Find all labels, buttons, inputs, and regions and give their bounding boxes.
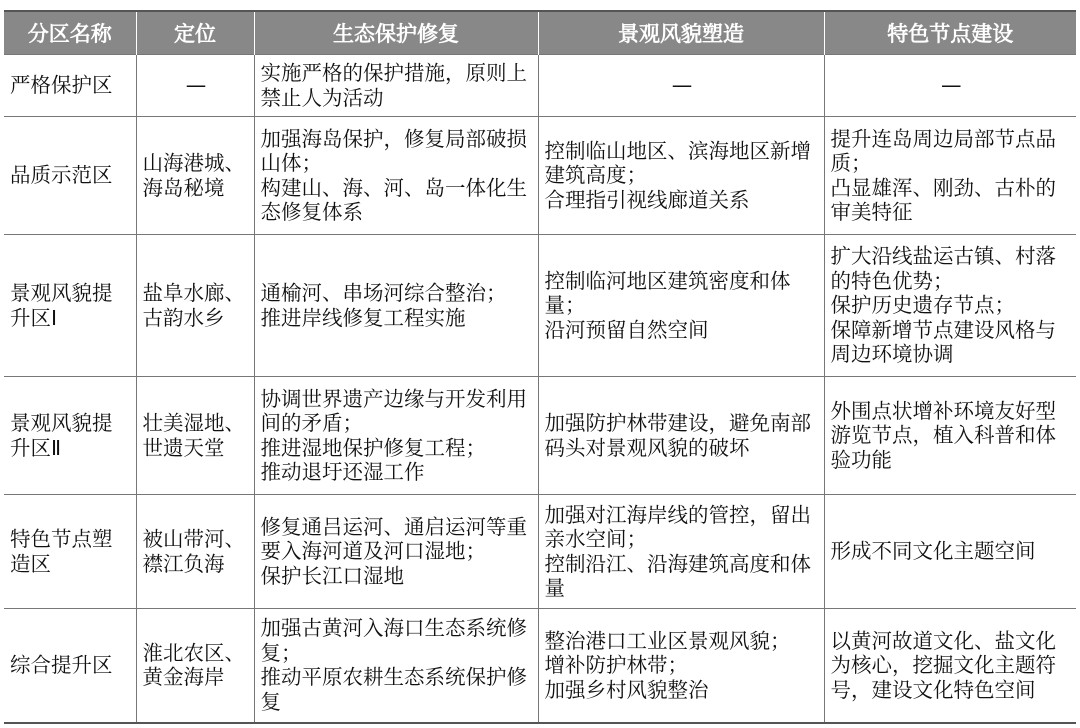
position-cell: 山海港城、海岛秘境 [136, 117, 254, 235]
cell-line: 加强古黄河入海口生态系统修复； [260, 616, 527, 665]
ecology-cell [254, 609, 538, 723]
ecology-cell [254, 117, 538, 235]
cell-line: 推动平原农耕生态系统保护修复 [260, 665, 527, 714]
cell-line: 通榆河、串场河综合整治； [260, 281, 507, 305]
position-cell: 被山带河、襟江负海 [136, 495, 254, 609]
zone-name-cell: 品质示范区 [4, 117, 136, 235]
cell-line: 整治港口工业区景观风貌； [544, 628, 791, 653]
cell-line: 控制沿江、沿海建筑高度和体量 [544, 551, 811, 600]
cell-line: 加强乡村风貌整治 [544, 677, 709, 702]
cell-line: 实施严格的保护措施，原则上禁止人为活动 [260, 61, 527, 110]
table-body [4, 55, 1076, 723]
cell-line: 保护历史遗存节点； [830, 293, 1015, 318]
zoning-table [4, 10, 1076, 724]
landscape-cell [538, 55, 824, 117]
cell-line: 提升连岛周边局部节点品质； [830, 126, 1056, 175]
cell-line: 推进湿地保护修复工程； [260, 435, 486, 460]
cell-line: 沿河预留自然空间 [544, 317, 709, 342]
table-header [4, 11, 1076, 55]
cell-line: 凸显雄浑、刚劲、古朴的审美特征 [830, 175, 1056, 224]
cell-line: 控制临河地区建筑密度和体量； [544, 268, 791, 318]
ecology-cell [254, 55, 538, 117]
zoning-table-container [4, 10, 1076, 724]
ecology-cell [254, 377, 538, 495]
zone-name-cell: 综合提升区 [4, 609, 136, 723]
cell-line: — [941, 73, 962, 98]
nodes-cell [824, 235, 1076, 377]
cell-line: 推进岸线修复工程实施 [260, 305, 466, 330]
position-cell: — [136, 55, 254, 117]
cell-line: 加强对江海岸线的管控，留出亲水空间； [544, 502, 811, 551]
cell-line: — [671, 73, 693, 98]
table-row [4, 235, 1076, 377]
cell-line: 修复通吕运河、通启运河等重要入海河道及河口湿地； [260, 514, 527, 564]
ecology-cell [254, 495, 538, 609]
position-cell: 盐阜水廊、古韵水乡 [136, 235, 254, 377]
landscape-cell [538, 117, 824, 235]
nodes-cell [824, 377, 1076, 495]
cell-line: 扩大沿线盐运古镇、村落的特色优势； [830, 244, 1056, 293]
position-cell: 壮美湿地、世遗天堂 [136, 377, 254, 495]
cell-line: 保障新增节点建设风格与周边环境协调 [830, 317, 1056, 367]
table-row [4, 117, 1076, 235]
zone-name-cell: 特色节点塑造区 [4, 495, 136, 609]
landscape-cell [538, 235, 824, 377]
cell-line: 外围点状增补环境友好型游览节点，植入科普和体验功能 [830, 398, 1056, 472]
zone-name-cell: 景观风貌提升区Ⅰ [4, 235, 136, 377]
cell-line: 推动退圩还湿工作 [260, 460, 425, 484]
table-row [4, 495, 1076, 609]
nodes-cell [824, 55, 1076, 117]
header-ecology: 生态保护修复 [254, 11, 538, 55]
landscape-cell [538, 377, 824, 495]
cell-line: 加强防护林带建设，避免南部码头对景观风貌的破坏 [544, 411, 811, 460]
landscape-cell [538, 495, 824, 609]
cell-line: 保护长江口湿地 [260, 563, 404, 588]
cell-line: 协调世界遗产边缘与开发利用间的矛盾； [260, 386, 527, 435]
header-landscape: 景观风貌塑造 [538, 11, 824, 55]
header-row [4, 11, 1076, 55]
cell-line: 形成不同文化主题空间 [830, 539, 1036, 564]
position-cell: 淮北农区、黄金海岸 [136, 609, 254, 723]
table-row [4, 377, 1076, 495]
cell-line: 构建山、海、河、岛一体化生态修复体系 [260, 175, 527, 224]
cell-line: 控制临山地区、滨海地区新增建筑高度； [544, 138, 811, 188]
table-row [4, 609, 1076, 723]
nodes-cell [824, 117, 1076, 235]
ecology-cell [254, 235, 538, 377]
nodes-cell [824, 495, 1076, 609]
nodes-cell [824, 609, 1076, 723]
header-nodes: 特色节点建设 [824, 11, 1076, 55]
header-position: 定位 [136, 11, 254, 55]
cell-line: 合理指引视线廊道关系 [544, 187, 750, 212]
table-row [4, 55, 1076, 117]
zone-name-cell: 景观风貌提升区Ⅱ [4, 377, 136, 495]
header-zone-name: 分区名称 [4, 11, 136, 55]
cell-line: 增补防护林带； [544, 653, 688, 677]
cell-line: 以黄河故道文化、盐文化为核心，挖掘文化主题符号，建设文化特色空间 [830, 628, 1056, 702]
cell-line: 加强海岛保护，修复局部破损山体； [260, 126, 527, 175]
landscape-cell [538, 609, 824, 723]
zone-name-cell: 严格保护区 [4, 55, 136, 117]
